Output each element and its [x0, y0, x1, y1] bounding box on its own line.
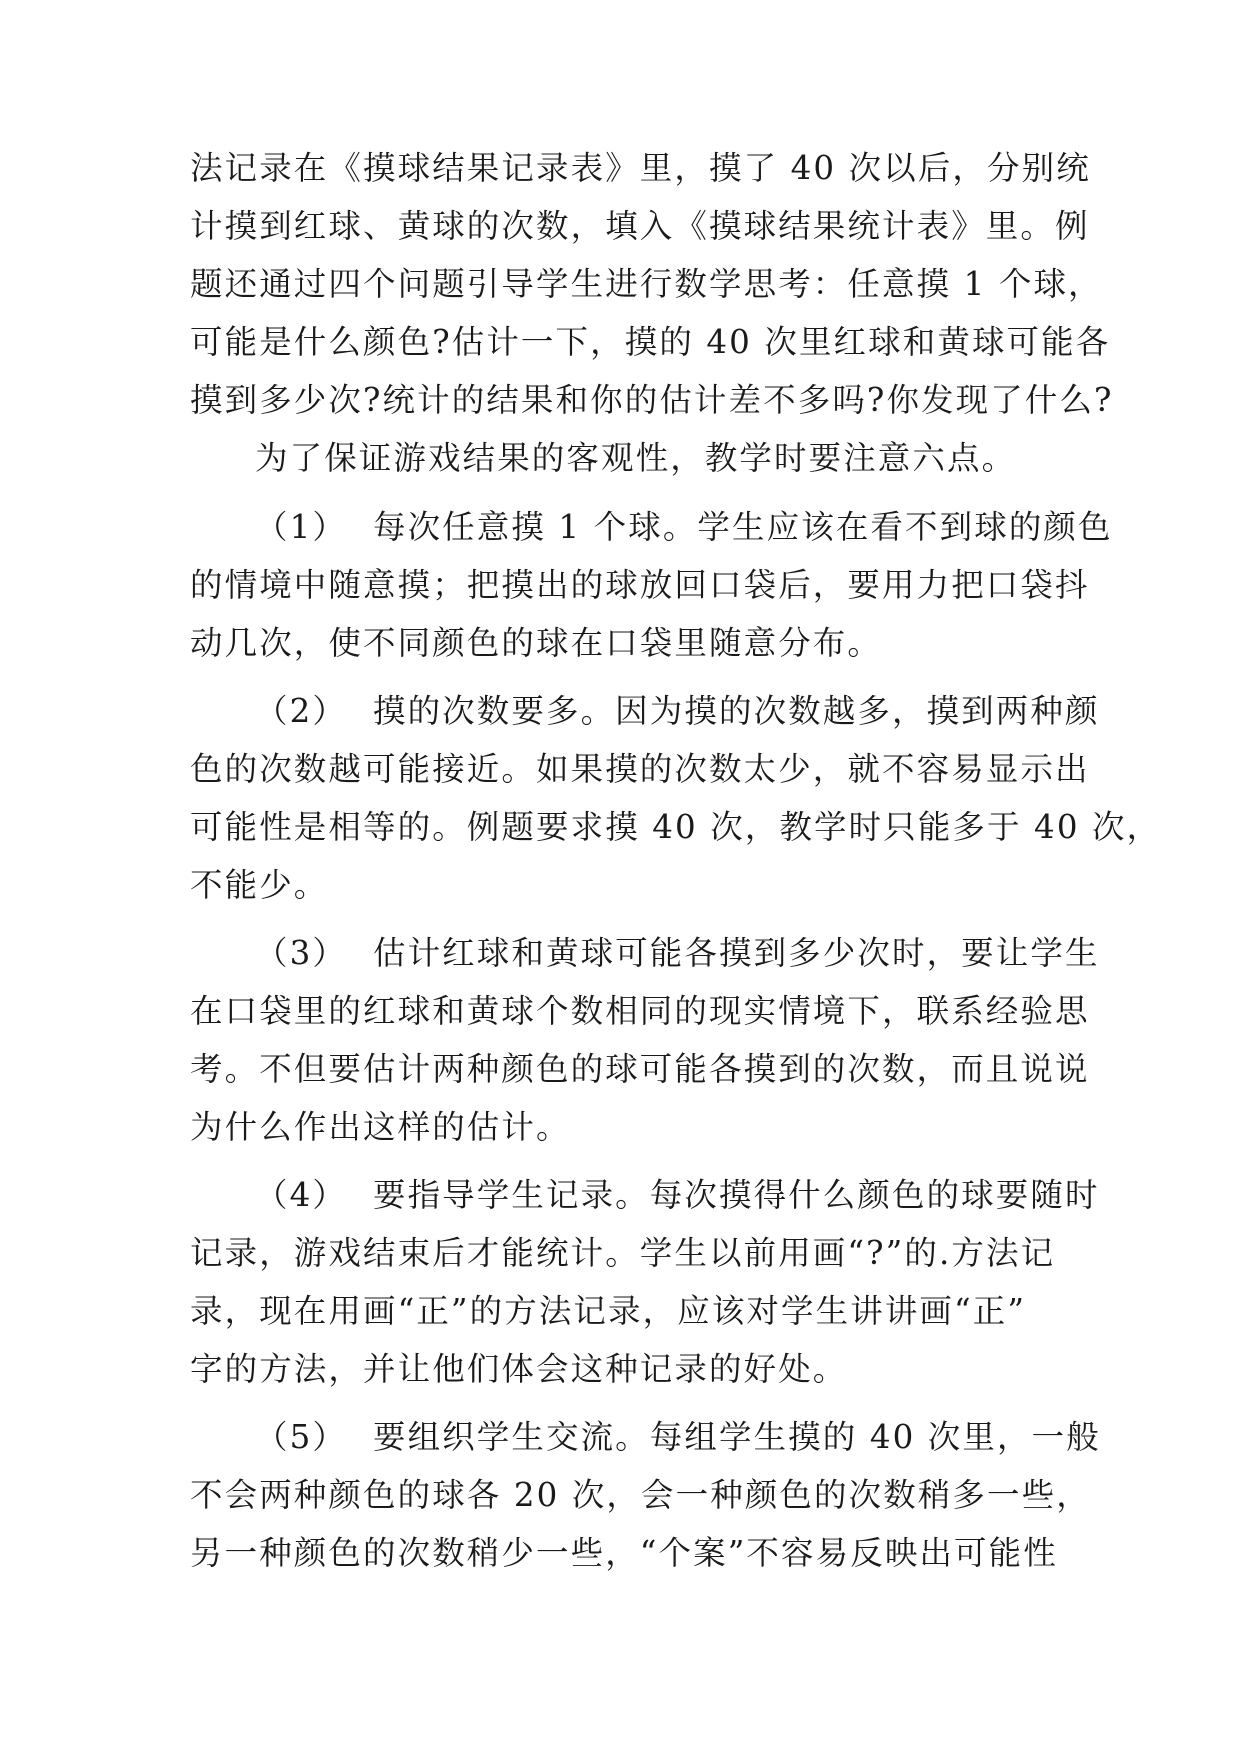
text-line: 摸到多少次?统计的结果和你的估计差不多吗?你发现了什么? [190, 381, 1114, 419]
text-line: 可能性是相等的。例题要求摸 40 次，教学时只能多于 40 次， [190, 808, 1162, 846]
list-item-1 [255, 502, 1113, 552]
list-marker: （1） [255, 508, 347, 546]
text-line: 不能少。 [190, 866, 329, 904]
text-line: 色的次数越可能接近。如果摸的次数太少，就不容易显示出 [190, 750, 1090, 788]
list-item-text: 要指导学生记录。每次摸得什么颜色的球要随时 [372, 1176, 1100, 1214]
list-item-text: 估计红球和黄球可能各摸到多少次时，要让学生 [372, 934, 1100, 972]
text-line: 记录，游戏结束后才能统计。学生以前用画“?”的.方法记 [190, 1234, 1056, 1272]
text-line: 考。不但要估计两种颜色的球可能各摸到的次数，而且说说 [190, 1050, 1090, 1088]
list-item-text: 每次任意摸 1 个球。学生应该在看不到球的颜色 [372, 508, 1113, 546]
list-item-5 [255, 1412, 1101, 1462]
text-line: 为了保证游戏结果的客观性，教学时要注意六点。 [255, 439, 1017, 477]
list-marker: （4） [255, 1176, 347, 1214]
text-line: 在口袋里的红球和黄球个数相同的现实情境下，联系经验思 [190, 992, 1090, 1030]
list-item-text: 摸的次数要多。因为摸的次数越多，摸到两种颜 [372, 692, 1100, 730]
list-marker: （5） [255, 1418, 347, 1456]
text-line: 字的方法，并让他们体会这种记录的好处。 [190, 1350, 848, 1388]
list-marker: （2） [255, 692, 347, 730]
text-line: 为什么作出这样的估计。 [190, 1108, 571, 1146]
text-line: 录，现在用画“正”的方法记录，应该对学生讲讲画“正” [190, 1292, 1027, 1330]
text-line: 题还通过四个问题引导学生进行数学思考：任意摸 1 个球， [190, 265, 1103, 303]
text-line: 动几次，使不同颜色的球在口袋里随意分布。 [190, 624, 883, 662]
list-item-2 [255, 686, 1100, 736]
text-line: 计摸到红球、黄球的次数，填入《摸球结果统计表》里。例 [190, 207, 1090, 245]
list-item-3 [255, 928, 1100, 978]
text-line: 另一种颜色的次数稍少一些，“个案”不容易反映出可能性 [190, 1534, 1058, 1572]
list-marker: （3） [255, 934, 347, 972]
list-item-text: 要组织学生交流。每组学生摸的 40 次里，一般 [372, 1418, 1101, 1456]
list-item-4 [255, 1170, 1100, 1220]
text-line: 不会两种颜色的球各 20 次，会一种颜色的次数稍多一些， [190, 1476, 1091, 1514]
text-line: 可能是什么颜色?估计一下，摸的 40 次里红球和黄球可能各 [190, 323, 1111, 361]
text-line: 法记录在《摸球结果记录表》里，摸了 40 次以后，分别统 [190, 149, 1091, 187]
text-line: 的情境中随意摸；把摸出的球放回口袋后，要用力把口袋抖 [190, 566, 1090, 604]
